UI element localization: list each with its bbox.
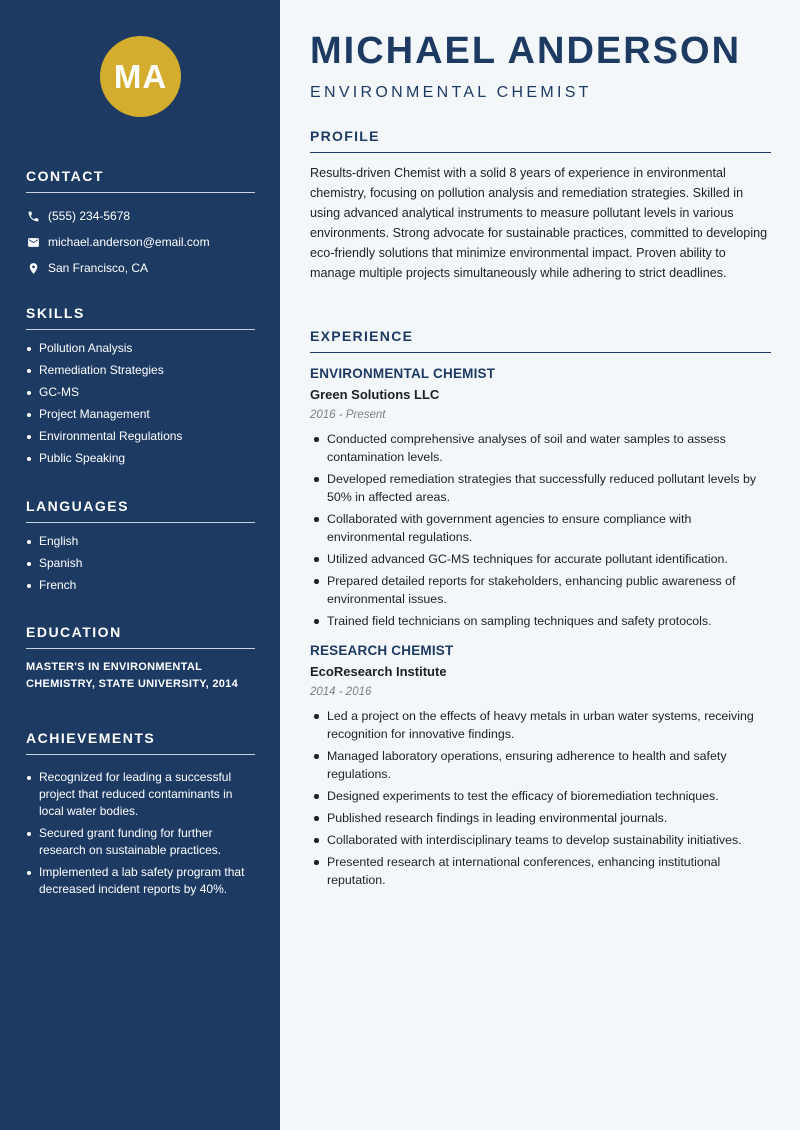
- contact-email: [26, 229, 255, 255]
- experience-section: [310, 328, 771, 893]
- phone-icon: [26, 209, 40, 223]
- job-role: ENVIRONMENTAL CHEMIST: [310, 366, 496, 381]
- profile-section: [310, 128, 771, 283]
- contact-list: [26, 203, 255, 281]
- education-heading: EDUCATION: [26, 624, 255, 649]
- contact-phone: [26, 203, 255, 229]
- location-pin-icon: [26, 261, 40, 275]
- job-bullets: [310, 430, 771, 630]
- achievement-item: Secured grant funding for further research on sustainable practices.: [26, 825, 255, 859]
- skill-item: Environmental Regulations: [26, 428, 255, 445]
- skills-list: [26, 340, 255, 467]
- contact-heading: CONTACT: [26, 168, 255, 193]
- job-bullet: Presented research at international conferences, enhancing institutional reputation.: [310, 853, 771, 889]
- education-degree: MASTER'S IN ENVIRONMENTAL CHEMISTRY, STATE UNIVERSITY, 2014: [26, 661, 239, 690]
- job-dates: 2016 - Present: [310, 409, 386, 421]
- job-bullet: Trained field technicians on sampling techniques and safety protocols.: [310, 612, 771, 630]
- job-bullet: Developed remediation strategies that successfully reduced pollutant levels by 50% in affected areas.: [310, 470, 771, 506]
- avatar-initials: MA: [100, 36, 181, 117]
- job-bullet: Collaborated with government agencies to ensure compliance with environmental regulations.: [310, 510, 771, 546]
- job-bullet: Managed laboratory operations, ensuring adherence to health and safety regulations.: [310, 747, 771, 783]
- job-title: ENVIRONMENTAL CHEMIST: [310, 84, 592, 101]
- job-bullet: Conducted comprehensive analyses of soil and water samples to assess contamination levels.: [310, 430, 771, 466]
- achievements-heading: ACHIEVEMENTS: [26, 730, 255, 755]
- languages-list: [26, 533, 255, 594]
- languages-heading: LANGUAGES: [26, 498, 255, 523]
- skills-heading: SKILLS: [26, 305, 255, 330]
- skill-item: GC-MS: [26, 384, 255, 401]
- profile-text: Results-driven Chemist with a solid 8 years of experience in environmental chemistry, focusing on pollution analysis and remediation strategies. Skilled in using advanced analytical instruments to measure pollutant levels in various environments. Strong advocate for sustainable practices, committed to developing eco-friendly solutions that minimize environmental impact. Proven ability to manage multiple projects simultaneously while adhering to strict deadlines.: [310, 166, 768, 280]
- achievement-item: Implemented a lab safety program that decreased incident reports by 40%.: [26, 864, 255, 898]
- job-bullet: Collaborated with interdisciplinary teams to develop sustainability initiatives.: [310, 831, 771, 849]
- location-text: San Francisco, CA: [48, 261, 149, 275]
- job-company: EcoResearch Institute: [310, 664, 447, 679]
- job-bullet: Designed experiments to test the efficacy of bioremediation techniques.: [310, 787, 771, 805]
- job-bullet: Published research findings in leading environmental journals.: [310, 809, 771, 827]
- language-item: Spanish: [26, 555, 255, 572]
- education-section: [26, 624, 255, 693]
- phone-text: (555) 234-5678: [48, 209, 131, 223]
- skill-item: Public Speaking: [26, 450, 255, 467]
- achievement-item: Recognized for leading a successful project that reduced contaminants in local water bodies.: [26, 769, 255, 820]
- email-text: michael.anderson@email.com: [48, 235, 210, 249]
- achievements-section: [26, 730, 255, 903]
- profile-heading: PROFILE: [310, 128, 771, 153]
- job-role: RESEARCH CHEMIST: [310, 643, 454, 658]
- languages-section: [26, 498, 255, 599]
- sidebar: [0, 0, 280, 1130]
- job-entry: [310, 643, 771, 889]
- email-icon: [26, 235, 40, 249]
- job-dates: 2014 - 2016: [310, 686, 372, 698]
- experience-heading: EXPERIENCE: [310, 328, 771, 353]
- language-item: English: [26, 533, 255, 550]
- job-bullet: Led a project on the effects of heavy metals in urban water systems, receiving recognition for innovative findings.: [310, 707, 771, 743]
- skill-item: Remediation Strategies: [26, 362, 255, 379]
- contact-location: [26, 255, 255, 281]
- job-entry: [310, 366, 771, 630]
- job-bullet: Utilized advanced GC-MS techniques for accurate pollutant identification.: [310, 550, 771, 568]
- job-company: Green Solutions LLC: [310, 387, 440, 402]
- job-bullet: Prepared detailed reports for stakeholders, enhancing public awareness of environmental issues.: [310, 572, 771, 608]
- job-bullets: [310, 707, 771, 889]
- achievements-list: [26, 769, 255, 898]
- skill-item: Pollution Analysis: [26, 340, 255, 357]
- candidate-name: MICHAEL ANDERSON: [310, 30, 742, 72]
- language-item: French: [26, 577, 255, 594]
- contact-section: [26, 168, 255, 281]
- skill-item: Project Management: [26, 406, 255, 423]
- skills-section: [26, 305, 255, 472]
